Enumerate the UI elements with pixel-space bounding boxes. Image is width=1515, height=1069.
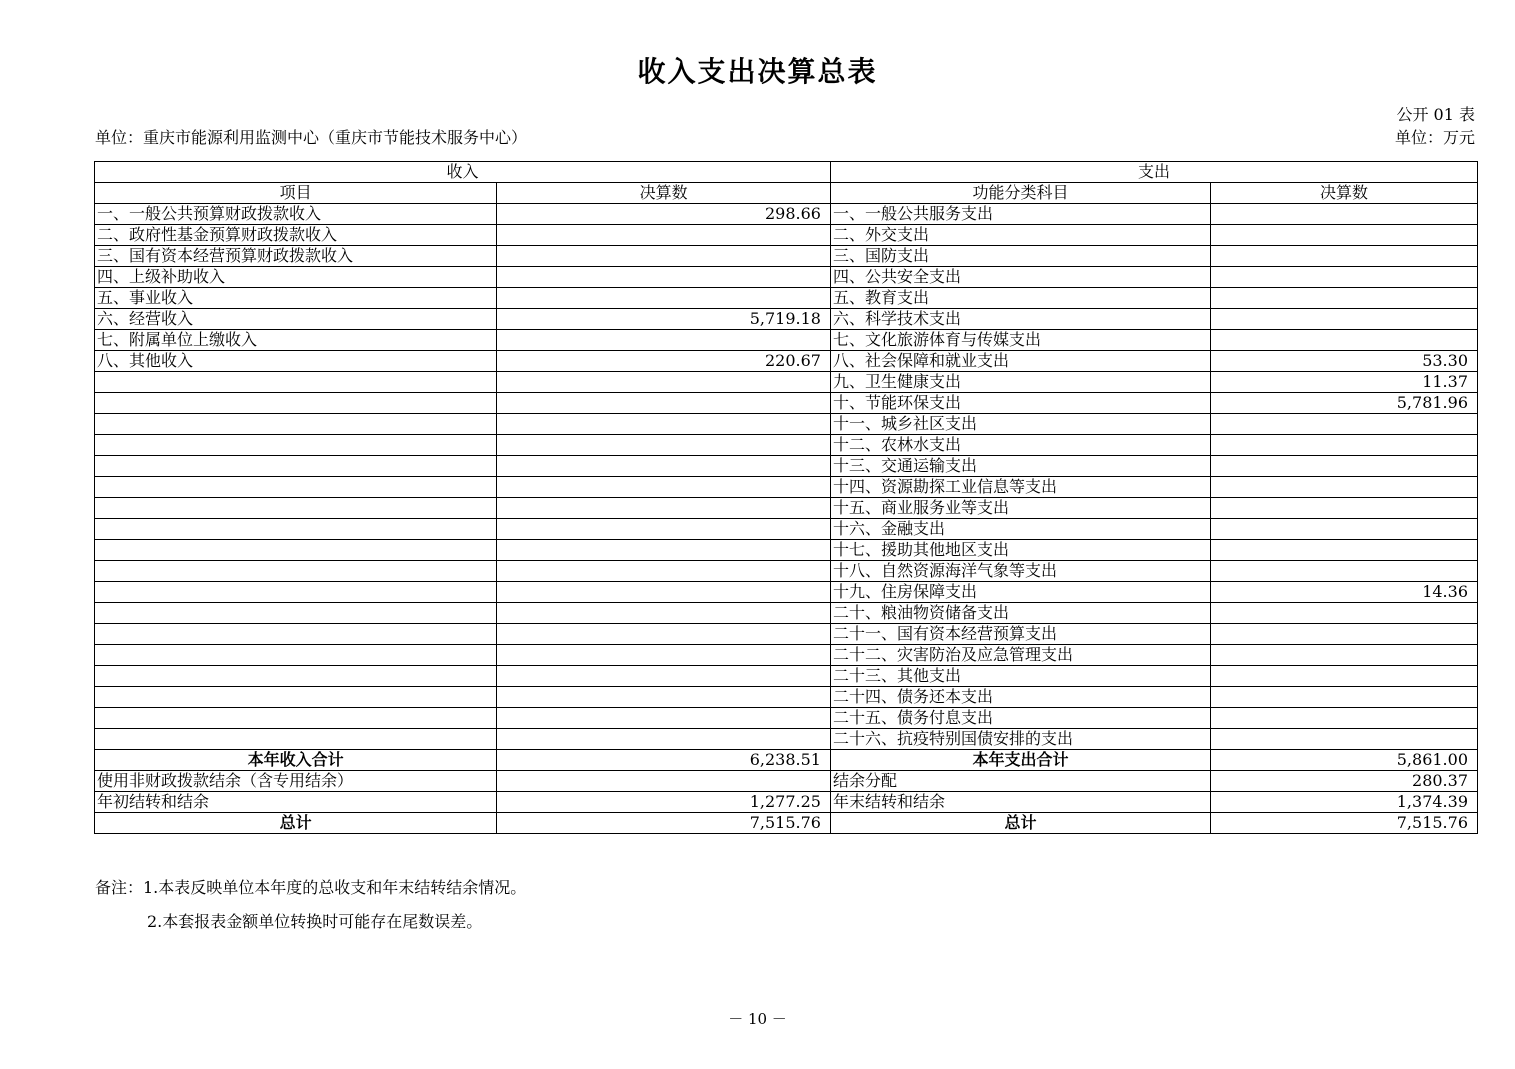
income-item-cell: 一、一般公共预算财政拨款收入 <box>95 204 497 225</box>
income-amount-cell <box>497 414 831 435</box>
income-item-cell <box>95 372 497 393</box>
income-item-cell <box>95 414 497 435</box>
expense-item-cell: 十一、城乡社区支出 <box>830 414 1210 435</box>
income-amount-cell <box>497 330 831 351</box>
expense-item-cell: 二十六、抗疫特别国债安排的支出 <box>830 729 1210 750</box>
expense-amount-cell <box>1211 645 1478 666</box>
table-row <box>95 561 1478 582</box>
income-item-cell: 二、政府性基金预算财政拨款收入 <box>95 225 497 246</box>
table-row <box>95 519 1478 540</box>
expense-amount-cell <box>1211 519 1478 540</box>
income-amount-cell <box>497 708 831 729</box>
expense-amount-cell <box>1211 225 1478 246</box>
expense-amount-cell <box>1211 540 1478 561</box>
expense-item-cell: 三、国防支出 <box>830 246 1210 267</box>
begin-balance-value: 1,277.25 <box>497 792 831 813</box>
expense-item-cell: 二十一、国有资本经营预算支出 <box>830 624 1210 645</box>
income-amount-cell <box>497 435 831 456</box>
income-amount-cell <box>497 372 831 393</box>
table-row <box>95 729 1478 750</box>
surplus-distribution-label: 结余分配 <box>830 771 1210 792</box>
table-row <box>95 351 1478 372</box>
income-total-value: 6,238.51 <box>497 750 831 771</box>
expense-amount-cell <box>1211 414 1478 435</box>
expense-amount-cell <box>1211 687 1478 708</box>
income-item-cell <box>95 582 497 603</box>
expense-item-cell: 十三、交通运输支出 <box>830 456 1210 477</box>
table-row <box>95 456 1478 477</box>
expense-amount-cell <box>1211 456 1478 477</box>
income-amount-cell <box>497 225 831 246</box>
income-item-cell: 八、其他收入 <box>95 351 497 372</box>
table-row <box>95 435 1478 456</box>
income-item-cell <box>95 561 497 582</box>
income-amount-cell <box>497 267 831 288</box>
balance-row <box>95 792 1478 813</box>
table-row <box>95 246 1478 267</box>
income-item-cell: 三、国有资本经营预算财政拨款收入 <box>95 246 497 267</box>
grand-total-income-value: 7,515.76 <box>497 813 831 834</box>
expense-amount-cell: 14.36 <box>1211 582 1478 603</box>
income-item-cell: 六、经营收入 <box>95 309 497 330</box>
income-item-cell <box>95 393 497 414</box>
income-item-cell: 四、上级补助收入 <box>95 267 497 288</box>
grand-total-income-label: 总计 <box>95 813 497 834</box>
table-column-header-row <box>95 183 1478 204</box>
expense-amount-cell <box>1211 666 1478 687</box>
expense-amount-cell: 53.30 <box>1211 351 1478 372</box>
expense-amount-cell <box>1211 498 1478 519</box>
expense-item-cell: 十六、金融支出 <box>830 519 1210 540</box>
expense-item-cell: 十七、援助其他地区支出 <box>830 540 1210 561</box>
expense-item-cell: 十、节能环保支出 <box>830 393 1210 414</box>
income-amount-cell <box>497 540 831 561</box>
income-amount-cell <box>497 519 831 540</box>
expense-item-cell: 二十二、灾害防治及应急管理支出 <box>830 645 1210 666</box>
expense-amount-cell: 11.37 <box>1211 372 1478 393</box>
income-expense-table <box>94 161 1478 834</box>
expense-item-cell: 四、公共安全支出 <box>830 267 1210 288</box>
table-section-header-row <box>95 162 1478 183</box>
expense-total-label: 本年支出合计 <box>830 750 1210 771</box>
table-row <box>95 582 1478 603</box>
expense-item-cell: 二十、粮油物资储备支出 <box>830 603 1210 624</box>
table-row <box>95 225 1478 246</box>
expense-amount-cell <box>1211 204 1478 225</box>
begin-balance-label: 年初结转和结余 <box>95 792 497 813</box>
income-item-cell <box>95 540 497 561</box>
end-balance-value: 1,374.39 <box>1211 792 1478 813</box>
column-header-income-amount: 决算数 <box>497 183 831 204</box>
expense-item-cell: 九、卫生健康支出 <box>830 372 1210 393</box>
end-balance-label: 年末结转和结余 <box>830 792 1210 813</box>
table-row <box>95 309 1478 330</box>
column-header-expense-amount: 决算数 <box>1211 183 1478 204</box>
annual-total-row <box>95 750 1478 771</box>
income-amount-cell <box>497 624 831 645</box>
expense-amount-cell <box>1211 246 1478 267</box>
income-item-cell <box>95 687 497 708</box>
table-row <box>95 372 1478 393</box>
income-amount-cell <box>497 645 831 666</box>
income-item-cell <box>95 603 497 624</box>
income-item-cell <box>95 666 497 687</box>
income-amount-cell: 5,719.18 <box>497 309 831 330</box>
income-item-cell: 七、附属单位上缴收入 <box>95 330 497 351</box>
expense-amount-cell <box>1211 477 1478 498</box>
expense-amount-cell <box>1211 309 1478 330</box>
income-item-cell <box>95 729 497 750</box>
income-item-cell <box>95 519 497 540</box>
income-amount-cell <box>497 498 831 519</box>
income-amount-cell: 220.67 <box>497 351 831 372</box>
table-row <box>95 687 1478 708</box>
expense-item-cell: 十八、自然资源海洋气象等支出 <box>830 561 1210 582</box>
grand-total-expense-value: 7,515.76 <box>1211 813 1478 834</box>
income-total-label: 本年收入合计 <box>95 750 497 771</box>
expense-item-cell: 七、文化旅游体育与传媒支出 <box>830 330 1210 351</box>
income-amount-cell <box>497 246 831 267</box>
expense-amount-cell <box>1211 624 1478 645</box>
income-amount-cell: 298.66 <box>497 204 831 225</box>
expense-amount-cell: 5,781.96 <box>1211 393 1478 414</box>
currency-unit: 单位：万元 <box>1394 128 1475 147</box>
income-item-cell <box>95 624 497 645</box>
income-item-cell: 五、事业收入 <box>95 288 497 309</box>
column-header-item: 项目 <box>95 183 497 204</box>
form-number: 公开 01 表 <box>1396 105 1475 124</box>
expense-amount-cell <box>1211 708 1478 729</box>
table-row <box>95 393 1478 414</box>
expense-item-cell: 五、教育支出 <box>830 288 1210 309</box>
income-amount-cell <box>497 582 831 603</box>
expense-amount-cell <box>1211 729 1478 750</box>
expense-amount-cell <box>1211 288 1478 309</box>
expense-item-cell: 二十五、债务付息支出 <box>830 708 1210 729</box>
income-amount-cell <box>497 666 831 687</box>
income-amount-cell <box>497 393 831 414</box>
expense-amount-cell <box>1211 330 1478 351</box>
income-amount-cell <box>497 603 831 624</box>
table-row <box>95 477 1478 498</box>
note-1: 备注：1.本表反映单位本年度的总收支和年末结转结余情况。 <box>95 878 527 897</box>
income-item-cell <box>95 435 497 456</box>
table-row <box>95 624 1478 645</box>
expense-item-cell: 十二、农林水支出 <box>830 435 1210 456</box>
expense-item-cell: 八、社会保障和就业支出 <box>830 351 1210 372</box>
surplus-row <box>95 771 1478 792</box>
grand-total-row <box>95 813 1478 834</box>
income-item-cell <box>95 477 497 498</box>
expense-item-cell: 二十四、债务还本支出 <box>830 687 1210 708</box>
income-amount-cell <box>497 729 831 750</box>
income-amount-cell <box>497 288 831 309</box>
expense-item-cell: 二、外交支出 <box>830 225 1210 246</box>
income-item-cell <box>95 456 497 477</box>
income-section-header: 收入 <box>95 162 831 183</box>
page-title: 收入支出决算总表 <box>637 55 878 88</box>
non-fiscal-balance-value <box>497 771 831 792</box>
income-item-cell <box>95 708 497 729</box>
table-row <box>95 204 1478 225</box>
table-row <box>95 267 1478 288</box>
income-amount-cell <box>497 687 831 708</box>
income-amount-cell <box>497 561 831 582</box>
expense-item-cell: 二十三、其他支出 <box>830 666 1210 687</box>
table-row <box>95 414 1478 435</box>
income-item-cell <box>95 645 497 666</box>
page-number: － 10 － <box>728 1010 787 1028</box>
table-row <box>95 498 1478 519</box>
table-row <box>95 666 1478 687</box>
expense-item-cell: 十五、商业服务业等支出 <box>830 498 1210 519</box>
table-row <box>95 708 1478 729</box>
expense-item-cell: 十九、住房保障支出 <box>830 582 1210 603</box>
expense-amount-cell <box>1211 267 1478 288</box>
table-row <box>95 540 1478 561</box>
column-header-function: 功能分类科目 <box>830 183 1210 204</box>
reporting-unit: 单位：重庆市能源利用监测中心（重庆市节能技术服务中心） <box>95 128 528 147</box>
table-row <box>95 645 1478 666</box>
expense-section-header: 支出 <box>830 162 1477 183</box>
income-amount-cell <box>497 477 831 498</box>
note-2: 2.本套报表金额单位转换时可能存在尾数误差。 <box>147 912 483 931</box>
expense-amount-cell <box>1211 603 1478 624</box>
expense-item-cell: 十四、资源勘探工业信息等支出 <box>830 477 1210 498</box>
expense-item-cell: 六、科学技术支出 <box>830 309 1210 330</box>
expense-amount-cell <box>1211 435 1478 456</box>
surplus-distribution-value: 280.37 <box>1211 771 1478 792</box>
expense-total-value: 5,861.00 <box>1211 750 1478 771</box>
expense-item-cell: 一、一般公共服务支出 <box>830 204 1210 225</box>
income-amount-cell <box>497 456 831 477</box>
table-row <box>95 330 1478 351</box>
table-row <box>95 603 1478 624</box>
non-fiscal-balance-label: 使用非财政拨款结余（含专用结余） <box>95 771 497 792</box>
expense-amount-cell <box>1211 561 1478 582</box>
income-item-cell <box>95 498 497 519</box>
grand-total-expense-label: 总计 <box>830 813 1210 834</box>
table-row <box>95 288 1478 309</box>
